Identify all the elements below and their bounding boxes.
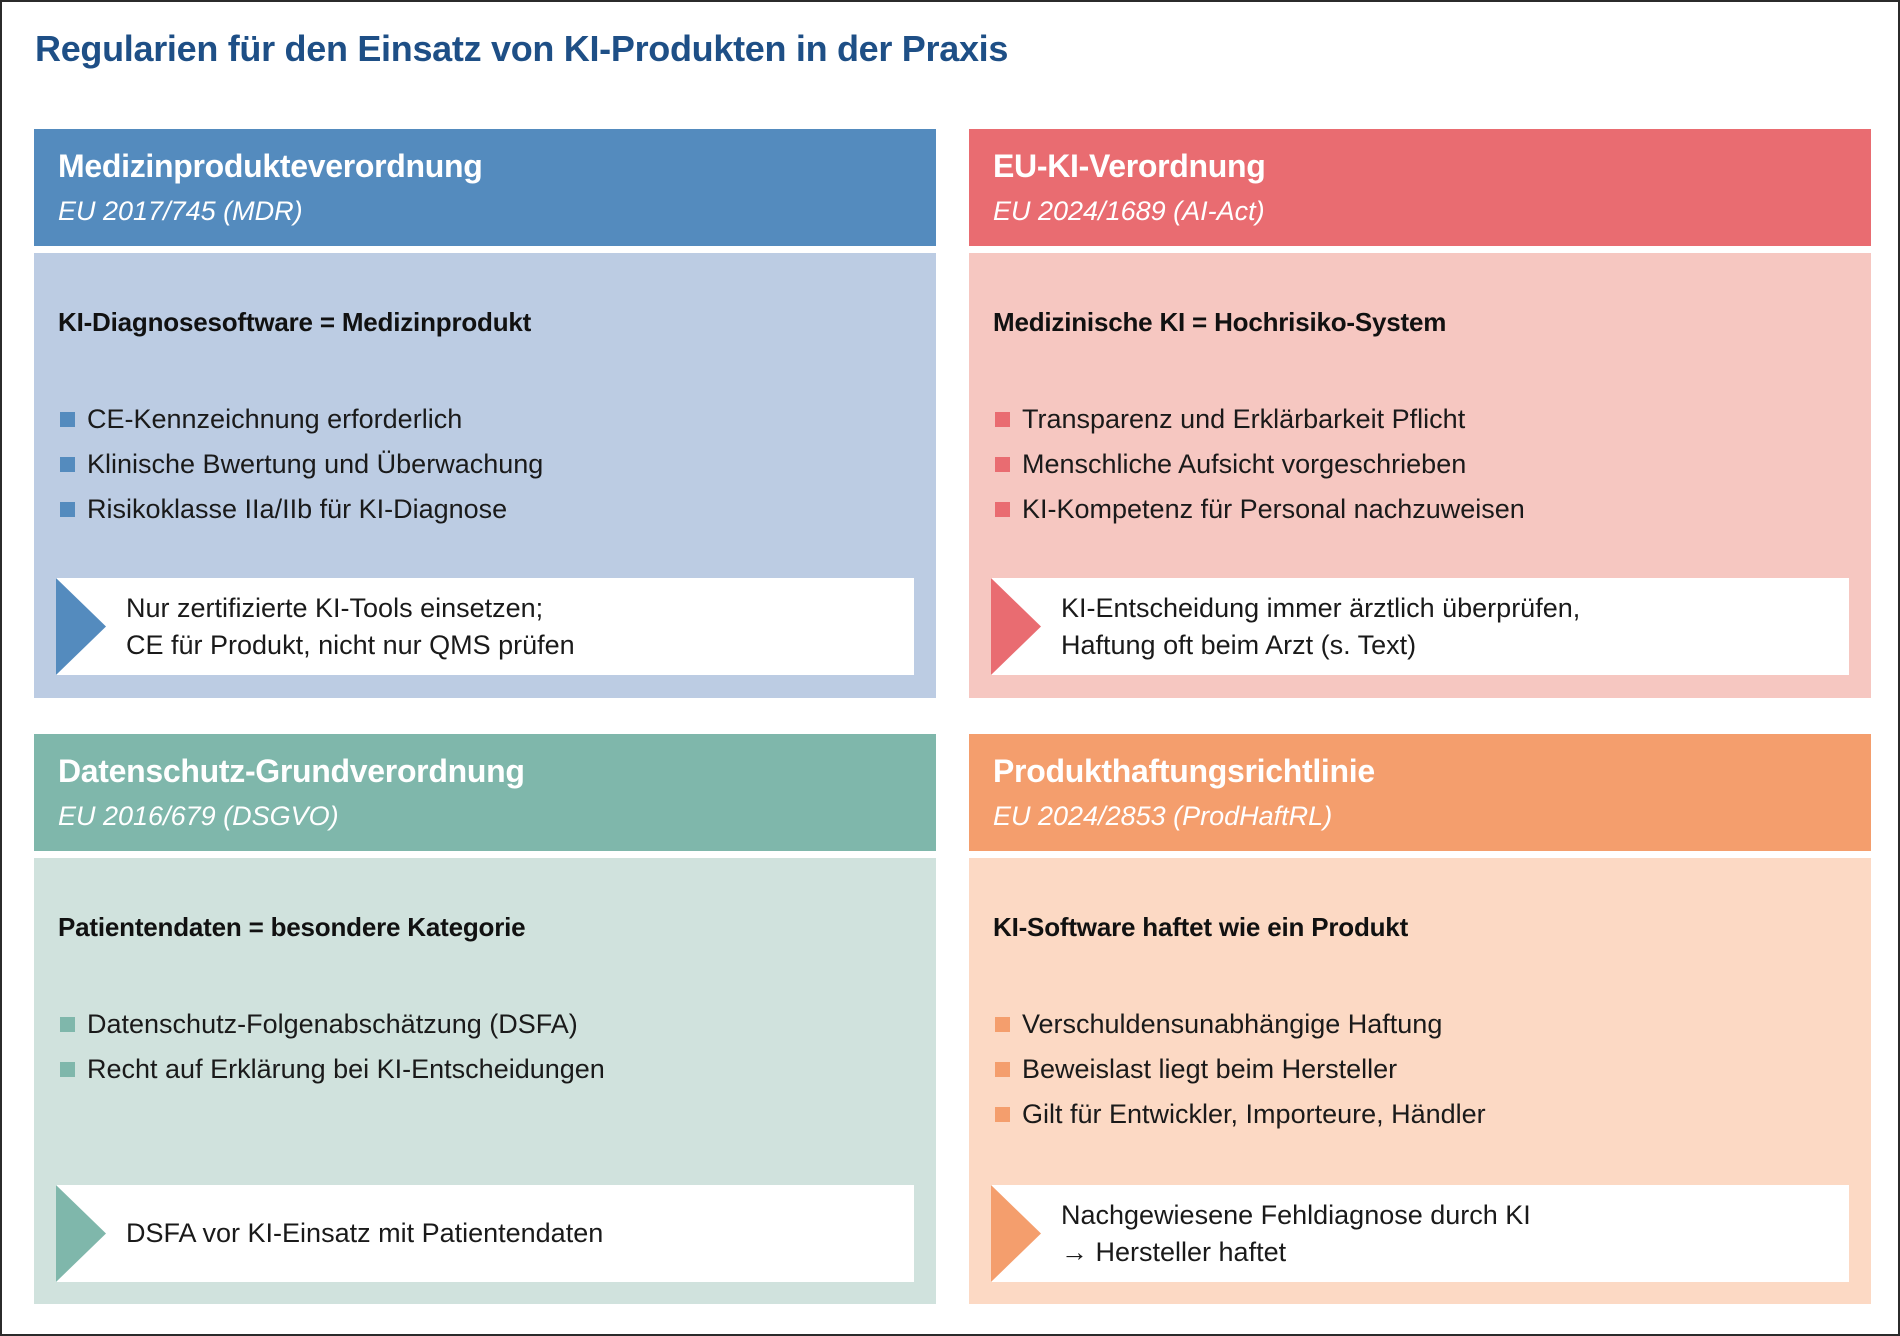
recommendation-box	[991, 578, 1849, 675]
list-item: Recht auf Erklärung bei KI-Entscheidungen	[60, 1047, 605, 1092]
bullet-square-icon	[60, 457, 75, 472]
list-item: Transparenz und Erklärbarkeit Pflicht	[995, 397, 1525, 442]
recommendation-text: DSFA vor KI-Einsatz mit Patientendaten	[126, 1218, 604, 1248]
bullet-list	[60, 1002, 605, 1092]
panel-lead: Patientendaten = besondere Kategorie	[58, 912, 526, 942]
arrow-right-icon	[56, 578, 108, 675]
recommendation-text: KI-Entscheidung immer ärztlich überprüfen, Haftung oft beim Arzt (s. Text)	[1061, 592, 1581, 660]
bullet-square-icon	[995, 1017, 1010, 1032]
recommendation-text: Nachgewiesene Fehldiagnose durch KI → Hersteller haftet	[1061, 1199, 1531, 1267]
list-item: Klinische Bwertung und Überwachung	[60, 442, 543, 487]
bullet-list	[995, 1002, 1486, 1137]
panel-lead: KI-Software haftet wie ein Produkt	[993, 912, 1409, 942]
panel-title: Datenschutz-Grundverordnung	[58, 753, 525, 789]
panel-body	[969, 858, 1871, 1304]
list-item: Risikoklasse IIa/IIb für KI-Diagnose	[60, 487, 543, 532]
arrow-right-icon	[991, 578, 1043, 675]
panel-title: Medizinprodukteverordnung	[58, 148, 483, 184]
bullet-list	[995, 397, 1525, 532]
panel-subtitle: EU 2017/745 (MDR)	[58, 196, 303, 227]
page-title: Regularien für den Einsatz von KI-Produkten in der Praxis	[35, 28, 1009, 69]
list-item: Verschuldensunabhängige Haftung	[995, 1002, 1486, 1047]
panel-subtitle: EU 2024/2853 (ProdHaftRL)	[993, 801, 1333, 832]
list-item: Gilt für Entwickler, Importeure, Händler	[995, 1092, 1486, 1137]
bullet-square-icon	[995, 412, 1010, 427]
panel-header	[969, 129, 1871, 246]
panel-lead: Medizinische KI = Hochrisiko-System	[993, 307, 1447, 337]
bullet-list	[60, 397, 543, 532]
panel-header	[969, 734, 1871, 851]
bullet-square-icon	[60, 412, 75, 427]
list-item: Datenschutz-Folgenabschätzung (DSFA)	[60, 1002, 605, 1047]
arrow-right-icon	[56, 1185, 108, 1282]
panel-header	[34, 129, 936, 246]
panel-body	[34, 253, 936, 698]
bullet-square-icon	[60, 502, 75, 517]
panel-subtitle: EU 2024/1689 (AI-Act)	[993, 196, 1265, 227]
arrow-right-icon	[991, 1185, 1043, 1282]
panel-body	[34, 858, 936, 1304]
recommendation-box	[56, 578, 914, 675]
list-item: KI-Kompetenz für Personal nachzuweisen	[995, 487, 1525, 532]
bullet-square-icon	[995, 457, 1010, 472]
list-item: Beweislast liegt beim Hersteller	[995, 1047, 1486, 1092]
list-item: Menschliche Aufsicht vorgeschrieben	[995, 442, 1525, 487]
panel-lead: KI-Diagnosesoftware = Medizinprodukt	[58, 307, 532, 337]
panel-header	[34, 734, 936, 851]
recommendation-text: Nur zertifizierte KI-Tools einsetzen; CE für Produkt, nicht nur QMS prüfen	[126, 592, 575, 660]
bullet-square-icon	[995, 1062, 1010, 1077]
list-item: CE-Kennzeichnung erforderlich	[60, 397, 543, 442]
bullet-square-icon	[995, 502, 1010, 517]
panel-title: EU-KI-Verordnung	[993, 148, 1266, 184]
panel-subtitle: EU 2016/679 (DSGVO)	[58, 801, 339, 832]
bullet-square-icon	[60, 1017, 75, 1032]
panel-title: Produkthaftungsrichtlinie	[993, 753, 1375, 789]
bullet-square-icon	[60, 1062, 75, 1077]
panel-body	[969, 253, 1871, 698]
bullet-square-icon	[995, 1107, 1010, 1122]
recommendation-box	[56, 1185, 914, 1282]
recommendation-box	[991, 1185, 1849, 1282]
